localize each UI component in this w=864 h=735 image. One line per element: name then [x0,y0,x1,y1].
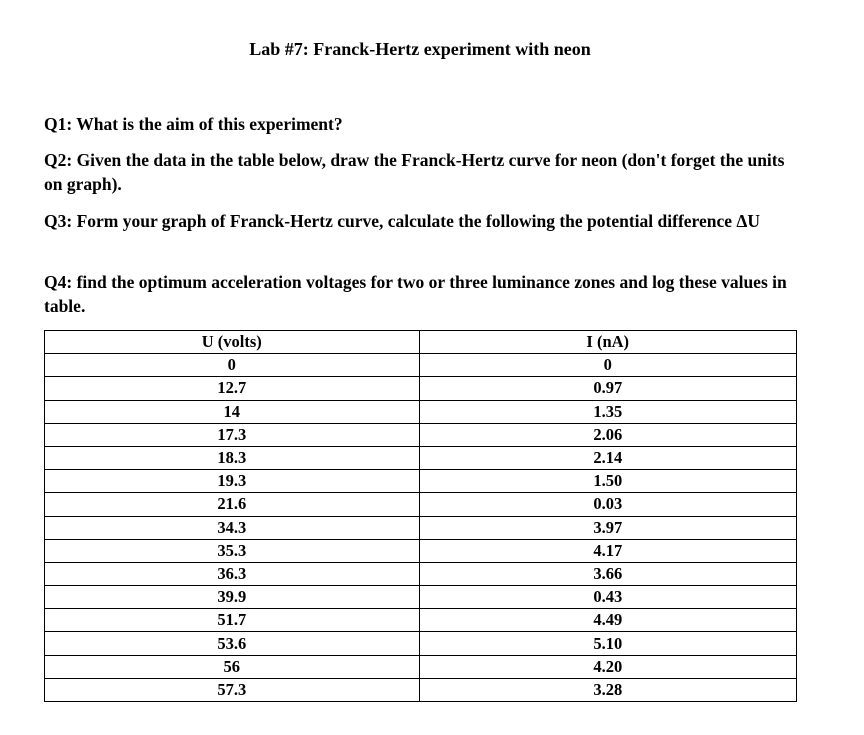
current-cell: 2.06 [419,423,797,446]
current-cell: 3.28 [419,678,797,701]
voltage-cell: 21.6 [45,493,420,516]
table-row [45,446,797,469]
table-row [45,516,797,539]
table-row [45,423,797,446]
voltage-cell: 53.6 [45,632,420,655]
question-3: Q3: Form your graph of Franck-Hertz curve, calculate the following the potential difference ΔU [44,211,761,231]
voltage-cell: 12.7 [45,377,420,400]
question-2: Q2: Given the data in the table below, draw the Franck-Hertz curve for neon (don't forget the units on graph). [44,150,785,194]
table-row [45,400,797,423]
question-4: Q4: find the optimum acceleration voltages for two or three luminance zones and log these values in table. [44,272,787,316]
voltage-cell: 34.3 [45,516,420,539]
current-cell: 3.66 [419,562,797,585]
current-cell: 4.20 [419,655,797,678]
table-row [45,609,797,632]
question-1: Q1: What is the aim of this experiment? [44,114,343,134]
voltage-cell: 39.9 [45,586,420,609]
header-voltage: U (volts) [45,331,420,354]
current-cell: 0.97 [419,377,797,400]
table-header-row [45,331,797,354]
table-row [45,562,797,585]
voltage-cell: 0 [45,354,420,377]
table-row [45,354,797,377]
table-row [45,678,797,701]
current-cell: 2.14 [419,446,797,469]
table-row [45,539,797,562]
table-row [45,493,797,516]
header-current: I (nA) [419,331,797,354]
voltage-cell: 19.3 [45,470,420,493]
current-cell: 4.17 [419,539,797,562]
voltage-cell: 36.3 [45,562,420,585]
voltage-cell: 18.3 [45,446,420,469]
current-cell: 1.50 [419,470,797,493]
current-cell: 0.43 [419,586,797,609]
voltage-cell: 57.3 [45,678,420,701]
voltage-cell: 51.7 [45,609,420,632]
table-row [45,470,797,493]
document-title: Lab #7: Franck-Hertz experiment with neon [249,39,591,59]
table-row [45,586,797,609]
voltage-cell: 14 [45,400,420,423]
current-cell: 4.49 [419,609,797,632]
voltage-cell: 17.3 [45,423,420,446]
table-row [45,655,797,678]
current-cell: 0 [419,354,797,377]
data-table [44,330,797,702]
table-row [45,377,797,400]
current-cell: 3.97 [419,516,797,539]
table-row [45,632,797,655]
current-cell: 5.10 [419,632,797,655]
current-cell: 0.03 [419,493,797,516]
current-cell: 1.35 [419,400,797,423]
voltage-cell: 56 [45,655,420,678]
voltage-cell: 35.3 [45,539,420,562]
